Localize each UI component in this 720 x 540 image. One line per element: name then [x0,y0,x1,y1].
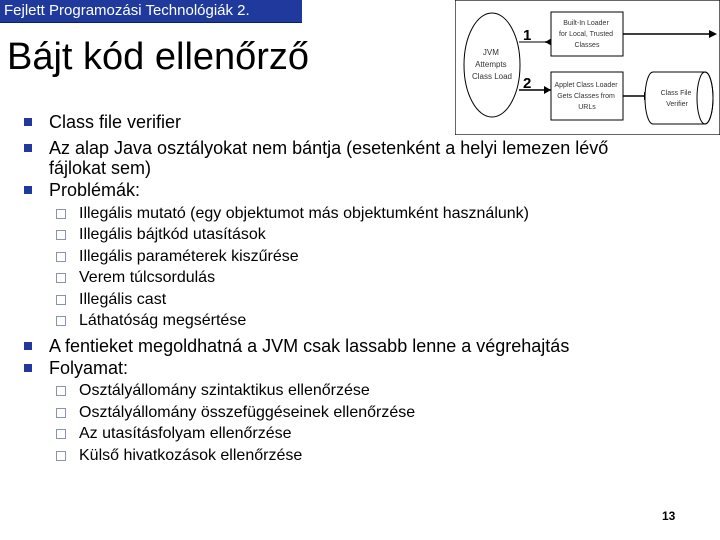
applet-loader-2: Gets Classes from [557,93,615,100]
bullet-class-file-verifier: Class file verifier [49,112,182,132]
verifier-2: Verifier [666,101,688,108]
page-number: 13 [662,509,676,523]
applet-loader-1: Applet Class Loader [554,82,618,89]
step-item: Osztályállomány összefüggéseinek ellenőrzése [79,404,416,421]
problem-item: Illegális mutató (egy objektumot más objektumként használunk) [79,205,529,222]
bullet-marker [24,144,32,152]
verifier-1: Class File [660,90,692,97]
bullet-jvm-slower: A fentieket megoldhatná a JVM csak lassabb lenne a végrehajtás [49,336,570,356]
bullet-problems: Problémák: [49,180,141,200]
problem-item: Verem túlcsordulás [79,269,216,286]
step-item: Osztályállomány szintaktikus ellenőrzése [79,382,370,399]
sub-bullet-marker [56,209,66,219]
course-title: Fejlett Programozási Technológiák 2. [4,2,250,19]
builtin-loader-1: Built-In Loader [563,20,609,27]
problem-item: Illegális paraméterek kiszűrése [79,248,299,265]
bullet-marker [24,342,32,350]
jvm-label-3: Class Load [471,72,513,81]
slide-title: Bájt kód ellenőrző [7,36,310,78]
sub-bullet-marker [56,273,66,283]
bullet-base-classes-line1: Az alap Java osztályokat nem bántja (esetenként a helyi lemezen lévő [49,138,609,158]
problem-item: Láthatóság megsértése [79,312,247,329]
sub-bullet-marker [56,295,66,305]
builtin-loader-2: for Local, Trusted [558,31,614,38]
bullet-marker [24,118,32,126]
sub-bullet-marker [56,252,66,262]
arrow1-number: 1 [523,27,532,44]
builtin-loader-3: Classes [574,42,600,49]
bullet-base-classes-line2: fájlokat sem) [49,158,152,178]
bullet-marker [24,364,32,372]
bullet-process: Folyamat: [49,358,129,378]
applet-loader-3: URLs [578,104,596,111]
problem-item: Illegális cast [79,291,167,308]
sub-bullet-marker [56,316,66,326]
problem-item: Illegális bájtkód utasítások [79,226,266,243]
sub-bullet-marker [56,408,66,418]
sub-bullet-marker [56,386,66,396]
jvm-label-1: JVM [482,48,499,57]
step-item: Az utasításfolyam ellenőrzése [79,425,292,442]
sub-bullet-marker [56,429,66,439]
sub-bullet-marker [56,451,66,461]
step-item: Külső hivatkozások ellenőrzése [79,447,303,464]
jvm-label-2: Attempts [475,60,507,69]
bullet-marker [24,186,32,194]
arrow2-number: 2 [523,75,532,92]
sub-bullet-marker [56,230,66,240]
